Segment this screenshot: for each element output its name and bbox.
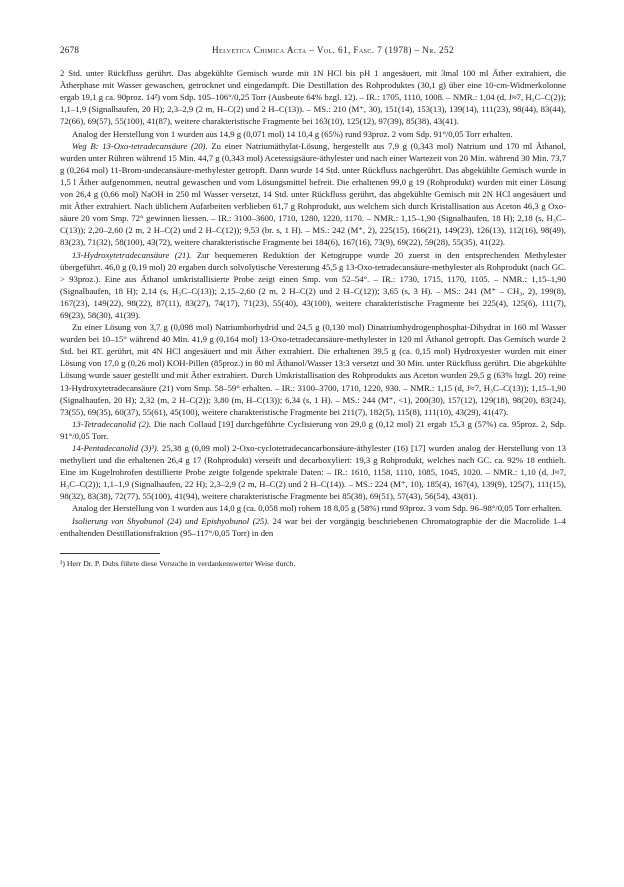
body-text [60,67,566,539]
section-heading: 13-Tetradecanolid (2). [72,418,151,429]
paragraph-continuation: 2 Std. unter Rückfluss gerührt. Das abgekühlte Gemisch wurde mit 1N HCl bis pH 1 angesäuert, mit 3mal 100 ml Äther extrahiert, die Ätherphase mit Wasser gewaschen, getrocknet und eingedampft. Die Destillation des Rohproduktes (30,1 g) über eine 10-cm-Widmerkolonne ergab 19,1 g ca. 90proz. 14²) vom Sdp. 105–106°/0,25 Torr (Ausbeute 64% bzgl. 12). – IR.: 1705, 1110, 1008. – NMR.: 1,04 (d, J≈7, H₃C–C(2)); 1,1–1,9 (Signalhaufen, 20 H); 2,3–2,9 (2 m, H–C(2) und 2 H–C(13)). – MS.: 210 (M⁺, 30), 151(14), 153(13), 139(14), 111(23), 98(44), 83(44), 72(66), 69(57), 55(100), 41(87), weitere charakteristische Fragmente bei 163(10), 125(12), 97(39), 85(38), 43(41). [60,68,566,127]
paragraph-tetradecanolide: 13-Tetradecanolid (2). Die nach Collaud [19] durchgeführte Cyclisierung von 29,0 g (0,12 mol) 21 ergab 15,3 g (57%) ca. 95proz. 2, Sdp. 91°/0,05 Torr. [60,418,567,441]
paragraph-hydroxy-acid: 13-Hydroxytetradecansäure (21). Zur bequemeren Reduktion der Ketogruppe wurde 20 zuerst in den entsprechenden Methylester übergeführt. 46,0 g (0,19 mol) 20 ergaben durch solvolytische Veresterung 45,5 g 13-Oxo-tetradecansäure-methylester als Rohprodukt (nach GC. > 93proz.). Eine aus Äthanol umkristallisierte Probe zeigt einen Smp. von 52–54°. – IR.: 1730, 1715, 1170, 1105. – NMR.: 1,15–1,90 (Signalhaufen, 18 H); 2,14 (s, H₃C–C(13)); 2,15–2,60 (2 m, 2 H–C(2) und 2 H–C(12)); 3,65 (s, 3 H). – MS.: 241 (M⁺ – CH₃, 2), 199(8), 167(23), 149(22), 98(22), 87(11), 83(27), 74(17), 71(23), 55(40), 43(100), weitere charakteristische Fragmente bei 225(4), 125(6), 111(7), 69(23), 58(30), 41(39). [60,249,567,320]
page-number: 2678 [60,45,80,55]
running-header [60,44,566,56]
journal-title: Helvetica Chimica Acta – Vol. 61, Fasc. 7 (1978) – Nr. 252 [212,45,454,55]
section-heading: Isolierung von Shyobunol (24) und Epishyobunol (25). [72,515,270,526]
paragraph-isolation: Isolierung von Shyobunol (24) und Epishyobunol (25). 24 war bei der vorgängig beschriebenen Chromatographie der die Macrolide 1–4 enthaltenden Destillationsfraktion (95–117°/0,05 Torr) in den [60,515,567,538]
paragraph-analog-2: Analog der Herstellung von 1 wurden aus 14,9 g (0,071 mol) 14 10,4 g (65%) rund 93proz. 2 vom Sdp. 91°/0,05 Torr erhalten. [72,128,513,139]
paragraph-reduction: Zu einer Lösung von 3,7 g (0,098 mol) Natriumborhydrid und 24,5 g (0,130 mol) Dinatriumhydrogenphosphat-Dihydrat in 160 ml Wasser wurden bei 10–15° während 40 Min. 41,9 g (0,164 mol) 13-Oxo-tetradecansäure-methylester in 120 ml Äthanol getropft. Das Gemisch wurde 2 Std. bei RT. gerührt, mit 4N HCl angesäuert und mit Äther extrahiert. Die erhaltenen 39,5 g (ca. 0,15 mol) Hydroxyester wurden mit einer Lösung von 17,0 g (0,26 mol) KOH-Pillen (85proz.) in 80 ml Äthanol/Wasser 13:3 versetzt und 30 Min. unter Rückfluss gerührt. Die abgekühlte Lösung wurde sauer gestellt und mit Äther extrahiert. Durch Umkristallisation des Rohprodukts aus Aceton wurden 29,5 g (63% bzgl. 20) reine 13-Hydroxytetradecansäure (21) vom Smp. 58–59° erhalten. – IR.: 3100–3700, 1710, 1220, 930. – NMR.: 1,15 (d, J≈7, H₃C–C(13)); 1,15–1,90 (Signalhaufen, 20 H); 2,32 (m, 2 H–C(2)); 3,80 (m, H–C(13)); 6,34 (s, 1 H). – MS.: 244 (M⁺, <1), 200(30), 157(12), 129(18), 98(20), 83(24), 73(55), 69(35), 60(37), 55(61), 45(100), weitere charakteristische Fragmente bei 211(7), 182(5), 115(8), 111(10), 43(29), 41(47). [60,322,566,417]
paragraph-analog-3: Analog der Herstellung von 1 wurden aus 14,0 g (ca. 0,058 mol) rohem 18 8,05 g (58%) rund 93proz. 3 vom Sdp. 96–98°/0,05 Torr erhalten. [72,503,563,514]
footnote [60,559,566,569]
footnote-text: Herr Dr. P. Dubs führte diese Versuche in verdankenswerter Weise durch. [66,558,296,568]
section-heading: Weg B: 13-Oxo-tetradecansäure (20). [72,140,208,151]
footnote-divider [60,553,160,554]
paragraph-pentadecanolide: 14-Pentadecanolid (3)³). 25,38 g (0,09 mol) 2-Oxo-cyclotetradecancarbonsäure-äthylester (16) [17] wurden analog der Herstellung von 13 methyliert und die erhaltenen 26,4 g 17 (Rohprodukt) verseift und decarboxyliert: 19,3 g Rohprodukt, welches nach GC. ca. 92% 18 enthielt. Eine im Kugelrohrofen destillierte Probe zeigte folgende spektrale Daten: – IR.: 1610, 1158, 1110, 1085, 1045, 1020. – NMR.: 1,10 (d, J≈7, H₃C–C(2)); 1,1–1,9 (Signalhaufen, 22 H); 2,3–2,9 (2 m, H–C(2) und 2 H–C(14)). – MS.: 224 (M⁺, 10), 185(4), 167(4), 139(9), 125(7), 111(15), 98(32), 83(38), 72(77), 55(100), 41(94), weitere charakteristische Fragmente bei 85(38), 69(51), 57(43), 56(54), 43(81). [60,443,566,502]
section-heading: 14-Pentadecanolid (3)³). [72,443,159,453]
paragraph-weg-b: Weg B: 13-Oxo-tetradecansäure (20). Zu einer Natriumäthylat-Lösung, hergestellt aus 7,9 g (0,343 mol) Natrium und 170 ml Äthanol, wurden unter Rühren während 15 Min. 44,7 g (0,343 mol) Acetessigsäure-äthylester und nach einer Wartezeit von 20 Min. während 30 Min. 73,7 g (0,264 mol) 11-Brom-undecansäure-methylester getropft. Dann wurde 14 Std. unter Rückfluss nachgerührt. Das abgekühlte Gemisch wurde in 1,5 l Äther aufgenommen, neutral gewaschen und vom Lösungsmittel befreit. Die erhaltenen 99,0 g 19 (Rohprodukt) wurden mit einer Lösung von 26,4 g (0,66 mol) NaOH in 250 ml Wasser versetzt, 14 Std. unter Rückfluss gerührt, das abgekühlte Gemisch mit 2N HCl angesäuert und mit Äther extrahiert. Nach üblichem Aufarbeiten verblieben 61,7 g Rohprodukt, aus welchem sich durch Kristallisation aus Aceton 46,3 g Oxo-säure 20 vom Smp. 72° gewinnen liessen. – IR.: 3100–3600, 1710, 1280, 1220, 1170. – NMR.: 1,15–1,90 (Signalhaufen, 18 H); 2,18 (s, H₃C–C(13)); 2,20–2,60 (2 m, 2 H–C(2) und 2 H–C(12)); 9,53 (br. s, 1 H). – MS.: 242 (M⁺, 2), 225(15), 166(21), 149(23), 126(13), 112(16), 98(49), 83(23), 71(32), 58(100), 43(72), weitere charakteristische Fragmente bei 184(6), 167(16), 73(9), 69(22), 59(28), 55(35), 41(22). [60,140,566,248]
section-heading: 13-Hydroxytetradecansäure (21). [72,249,192,260]
footnote-marker: ³) [60,558,65,568]
